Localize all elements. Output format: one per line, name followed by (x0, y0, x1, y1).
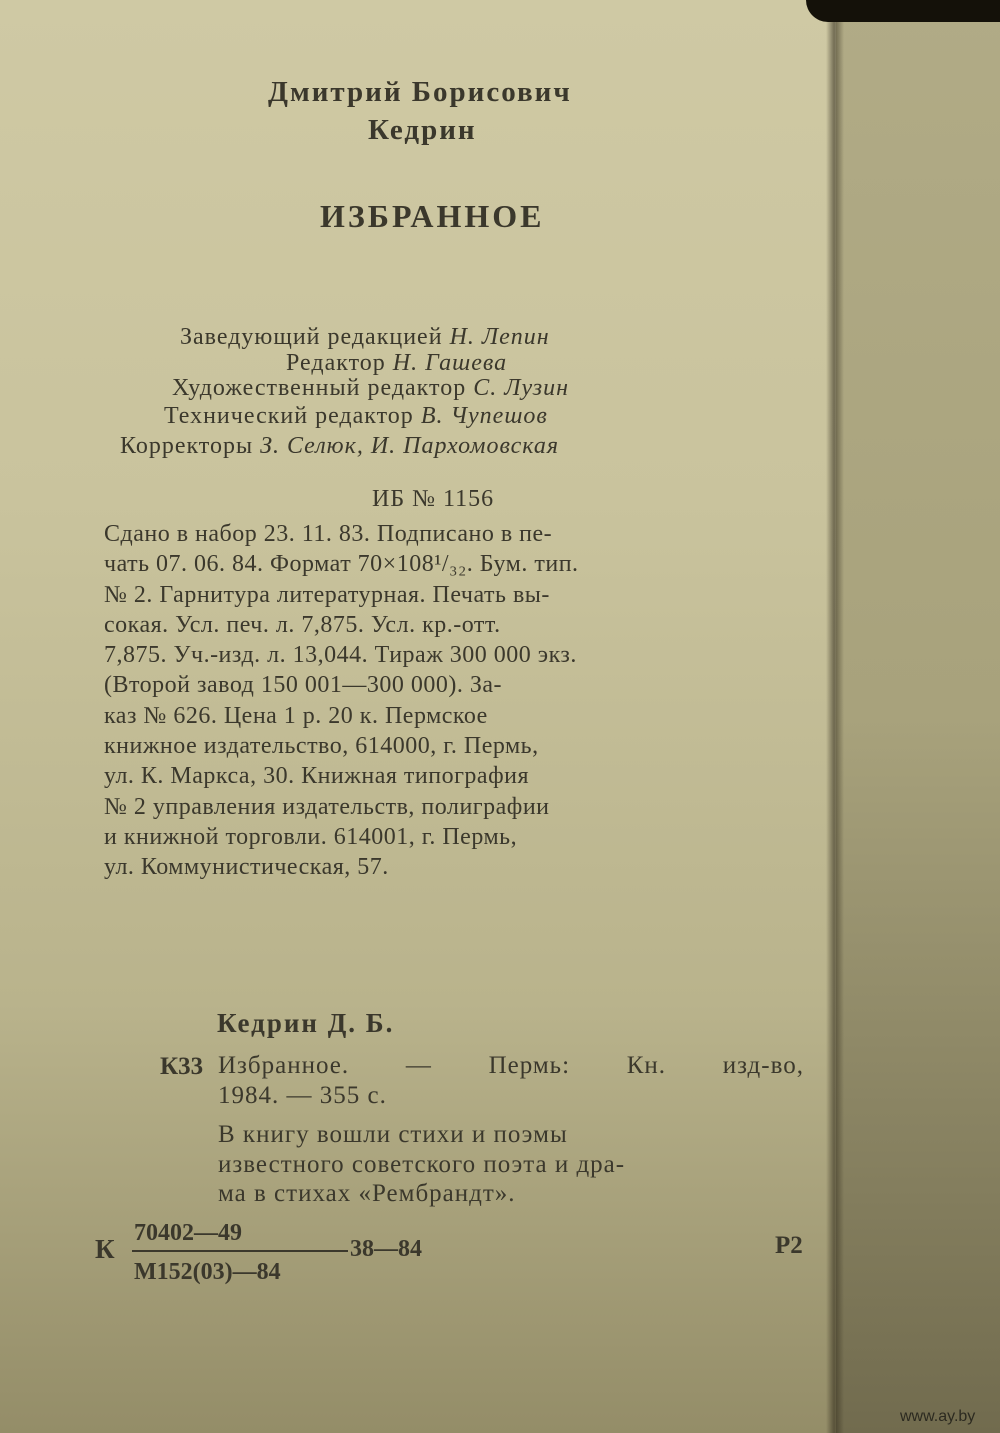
catalog-code-denominator: М152(03)—84 (134, 1259, 281, 1285)
facing-page (836, 0, 1000, 1433)
staff-line-editor (286, 350, 507, 377)
author-first-names: Дмитрий Борисович (268, 76, 572, 108)
imprint-line: ул. Коммунистическая, 57. (104, 854, 389, 881)
catalog-code-right: 38—84 (350, 1236, 422, 1262)
imprint-line: чать 07. 06. 84. Формат 70×108¹/₃₂. Бум. тип. (104, 551, 579, 578)
staff-name: С. Лузин (473, 375, 570, 401)
catalog-card-index: К33 (160, 1053, 204, 1080)
staff-line-head-editor (180, 324, 550, 351)
imprint-line: книжное издательство, 614000, г. Пермь, (104, 733, 539, 760)
staff-role: Технический редактор (164, 403, 414, 429)
imprint-line: и книжной торговли. 614001, г. Пермь, (104, 823, 518, 850)
staff-role: Заведующий редакцией (180, 324, 443, 350)
catalog-card-author: Кедрин Д. Б. (217, 1008, 395, 1038)
top-shadow (806, 0, 1000, 22)
imprint-line: ул. К. Маркса, 30. Книжная типография (104, 763, 529, 790)
imprint-line: № 2. Гарнитура литературная. Печать вы- (104, 581, 550, 608)
imprint-line: 7,875. Уч.-изд. л. 13,044. Тираж 300 000 экз. (104, 642, 577, 669)
fraction-bar (132, 1250, 348, 1252)
catalog-code-numerator: 70402—49 (134, 1220, 242, 1246)
book-title: ИЗБРАННОЕ (320, 198, 545, 234)
imprint-line: каз № 626. Цена 1 р. 20 к. Пермское (104, 702, 488, 729)
staff-role: Редактор (286, 350, 386, 376)
classification-mark: Р2 (775, 1232, 803, 1259)
catalog-card-annotation (218, 1120, 806, 1209)
staff-line-proofreaders (120, 433, 559, 460)
watermark: www.ay.by (900, 1408, 976, 1425)
imprint-line: Сдано в набор 23. 11. 83. Подписано в пе- (104, 521, 553, 547)
catalog-code-letter: К (95, 1234, 115, 1264)
catalog-card-line2: 1984. — 355 с. (218, 1082, 387, 1109)
imprint-line: сокая. Усл. печ. л. 7,875. Усл. кр.-отт. (104, 611, 501, 638)
annotation-line: известного советского поэта и дра- (218, 1150, 626, 1178)
catalog-card-line1: Избранное. — Пермь: Кн. изд-во, (218, 1052, 804, 1079)
staff-line-art-editor (172, 375, 569, 402)
imprint-block (104, 519, 772, 883)
staff-name: Н. Лепин (449, 324, 550, 350)
page-gutter (826, 0, 844, 1433)
staff-role: Художественный редактор (172, 375, 467, 401)
ib-number: ИБ № 1156 (372, 486, 495, 512)
author-surname: Кедрин (368, 114, 477, 146)
imprint-line: (Второй завод 150 001—300 000). За- (104, 672, 502, 699)
annotation-line: ма в стихах «Рембрандт». (218, 1180, 516, 1207)
staff-line-tech-editor (164, 403, 548, 430)
imprint-line: № 2 управления издательств, полиграфии (104, 793, 550, 820)
annotation-line: В книгу вошли стихи и поэмы (218, 1121, 568, 1148)
staff-name: В. Чупешов (420, 403, 548, 429)
staff-name: Н. Гашева (392, 350, 508, 376)
staff-role: Корректоры (120, 433, 254, 459)
staff-name: З. Селюк, И. Пархомовская (260, 433, 560, 459)
